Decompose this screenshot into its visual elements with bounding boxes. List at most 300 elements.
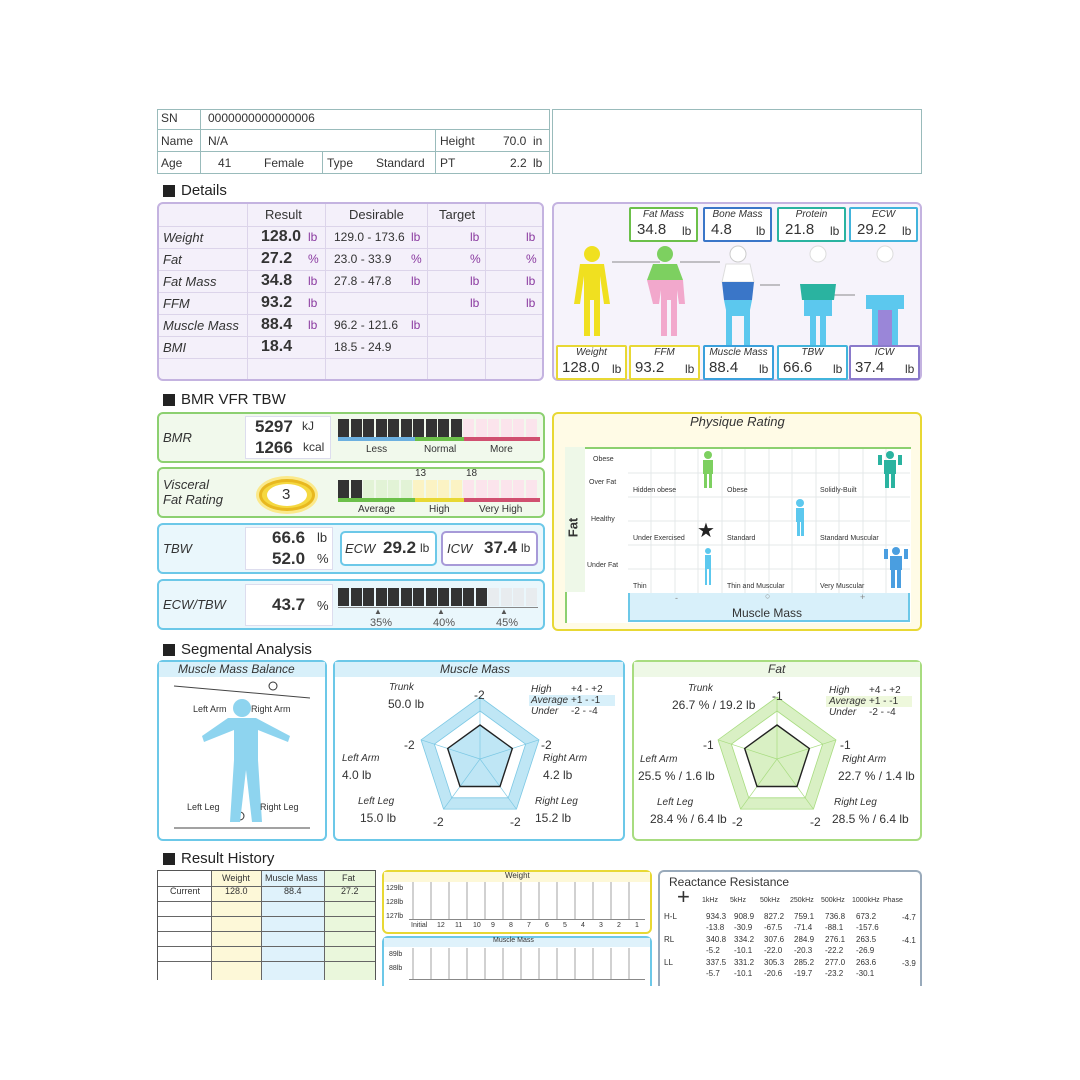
weight-x-label: 3 (599, 922, 603, 929)
weight-x-label: 9 (491, 922, 495, 929)
bar-segment (488, 588, 499, 606)
fat-legend-high: High (829, 685, 850, 696)
history-current-weight: 128.0 (225, 886, 248, 896)
bar-segment (501, 480, 512, 498)
body-comp-unit: lb (759, 362, 769, 376)
muscle-trunk-value: 50.0 lb (388, 697, 425, 711)
muscle-legend-under-range: -2 - -4 (571, 706, 598, 717)
bar-segment (426, 588, 437, 606)
body-comp-label: FFM (654, 347, 675, 358)
reactance-r: 263.5 (856, 935, 877, 944)
reactance-x: -20.3 (794, 946, 813, 955)
body-comp-label: ECW (871, 209, 896, 220)
figure-tbw-icon (800, 246, 836, 345)
bar-segment (438, 480, 449, 498)
details-row-target-unit: lb (470, 274, 480, 288)
reactance-x: -30.1 (856, 969, 875, 978)
body-comp-label: Muscle Mass (709, 347, 768, 358)
bar-segment (376, 480, 387, 498)
vfr-scale-very-high: Very High (479, 504, 523, 515)
bmr-scale-normal: Normal (424, 444, 457, 455)
reactance-r: 759.1 (794, 912, 815, 921)
details-grid (159, 204, 542, 379)
history-header-weight: Weight (222, 873, 250, 883)
figure-ffm-icon (647, 246, 685, 336)
bar-segment (476, 588, 487, 606)
reactance-x: -71.4 (794, 923, 813, 932)
tbw-lb-value: 66.6 (272, 528, 306, 547)
bar-segment (451, 480, 462, 498)
bar-segment (451, 588, 462, 606)
muscle-left-arm-label: Left Arm (342, 753, 380, 764)
history-current-fat: 27.2 (341, 886, 359, 896)
bmr-kcal-unit: kcal (303, 440, 325, 454)
type-label: Type (327, 156, 354, 170)
body-comp-value: 4.8 (711, 221, 732, 238)
details-header: Desirable (349, 207, 404, 222)
segmental-heading: Segmental Analysis (163, 641, 312, 658)
muscle-left-arm-value: 4.0 lb (342, 768, 372, 782)
body-comp-label: Weight (576, 347, 607, 358)
fat-legend-average-range: +1 - -1 (869, 696, 899, 707)
history-current-label: Current (170, 886, 201, 896)
body-comp-label: Protein (795, 209, 828, 220)
fat-trunk-value: 26.7 % / 19.2 lb (672, 698, 756, 712)
body-comp-value: 37.4 (855, 359, 885, 376)
details-row-result: 34.8 (261, 272, 293, 289)
bar-segment (413, 419, 424, 437)
bar-segment (476, 480, 487, 498)
icw-box-label: ICW (447, 541, 473, 556)
muscle-legend-under: Under (531, 706, 559, 717)
details-row-label: Muscle Mass (163, 318, 239, 333)
ecw-box-value: 29.2 (383, 538, 417, 557)
balance-right-arm: Right Arm (251, 704, 291, 714)
bar-segment (463, 588, 474, 606)
bar-segment (376, 588, 387, 606)
reactance-row-label: H-L (664, 912, 677, 921)
fat-right-leg-value: 28.5 % / 6.4 lb (832, 812, 909, 826)
fat-left-arm-label: Left Arm (640, 754, 678, 765)
fat-score-left-arm: -1 (703, 738, 714, 752)
details-row-target-unit: lb (470, 296, 480, 310)
body-comp-unit: lb (756, 224, 766, 238)
weight-y-128: 128lb (386, 899, 404, 906)
muscle-right-leg-label: Right Leg (535, 796, 578, 807)
vfr-scale-high: High (429, 504, 450, 515)
reactance-phase: -4.7 (902, 913, 916, 922)
sn-value: 0000000000000006 (208, 111, 315, 125)
body-comp-label: Bone Mass (712, 209, 763, 220)
muscle-legend-average-range: +1 - -1 (571, 695, 601, 706)
tbw-label: TBW (163, 541, 192, 556)
bar-segment (526, 588, 537, 606)
reactance-r: 277.0 (825, 958, 846, 967)
reactance-x: -88.1 (825, 923, 844, 932)
history-row-line (158, 931, 375, 932)
cell-obese: Obese (727, 487, 748, 494)
history-row-line (158, 946, 375, 947)
details-row-result: 93.2 (261, 294, 293, 311)
reactance-header: 500kHz (821, 897, 845, 904)
bmr-kj-unit: kJ (302, 419, 314, 433)
weight-x-label: 1 (635, 922, 639, 929)
reactance-r: 908.9 (734, 912, 755, 921)
history-header-muscle: Muscle Mass (265, 873, 318, 883)
height-label: Height (440, 134, 475, 148)
bar-segment (501, 588, 512, 606)
muscle-legend-high-range: +4 - +2 (571, 684, 603, 695)
body-comp-unit: lb (902, 224, 912, 238)
bar-segment (388, 419, 399, 437)
bar-segment (526, 419, 537, 437)
physique-grid (628, 449, 910, 593)
bar-segment (501, 419, 512, 437)
reactance-phase: -3.9 (902, 959, 916, 968)
ecw-tbw-bar (338, 588, 538, 606)
balance-right-leg: Right Leg (260, 802, 299, 812)
reactance-plus-icon: + (677, 884, 690, 909)
tbw-pct-unit: % (317, 551, 329, 566)
reactance-r: 337.5 (706, 958, 727, 967)
reactance-header: 50kHz (760, 897, 780, 904)
reactance-header: 250kHz (790, 897, 814, 904)
fat-score-trunk: -1 (772, 689, 783, 703)
figure-solidly-built-icon (878, 451, 902, 488)
fat-legend-average: Average (829, 696, 867, 707)
body-comp-unit: lb (682, 224, 692, 238)
muscle-score-trunk: -2 (474, 688, 485, 702)
details-row-label: Fat (163, 252, 182, 267)
figure-thin-muscular-icon (705, 548, 711, 585)
physique-x-minus: - (675, 593, 678, 603)
fat-right-leg-label: Right Leg (834, 797, 877, 808)
ecw-tbw-tick-35: 35% (370, 617, 393, 629)
ecw-tbw-tick-45: 45% (496, 617, 519, 629)
muscle-radar-chart (410, 693, 550, 821)
bar-segment (426, 419, 437, 437)
bmr-label: BMR (163, 430, 192, 445)
body-comp-label: ICW (874, 347, 895, 358)
muscle-trunk-label: Trunk (389, 682, 414, 693)
bar-segment (351, 588, 362, 606)
fat-score-right-arm: -1 (840, 738, 851, 752)
reactance-phase: -4.1 (902, 936, 916, 945)
reactance-header: 5kHz (730, 897, 746, 904)
reactance-x: -22.2 (825, 946, 844, 955)
muscle-legend-average: Average (531, 695, 569, 706)
physique-title: Physique Rating (690, 414, 785, 429)
reactance-x: -10.1 (734, 969, 753, 978)
body-comp-label: TBW (801, 347, 824, 358)
bar-segment (388, 588, 399, 606)
bar-segment (338, 480, 349, 498)
details-row-desirable-unit: lb (411, 318, 421, 332)
details-row-desirable-unit: lb (411, 274, 421, 288)
reactance-r: 827.2 (764, 912, 785, 921)
reactance-x: -157.6 (856, 923, 879, 932)
physique-row-underfat: Under Fat (587, 562, 619, 569)
bar-segment (438, 419, 449, 437)
pt-unit: lb (533, 156, 543, 170)
details-heading: Details (163, 182, 227, 199)
balance-figure (160, 678, 324, 838)
vfr-tick-18: 18 (466, 468, 478, 479)
muscle-score-left-leg: -2 (433, 815, 444, 829)
reactance-header: Phase (883, 897, 903, 904)
fat-legend-under-range: -2 - -4 (869, 707, 896, 718)
bmr-scale-less: Less (366, 444, 388, 455)
details-row-result: 18.4 (261, 338, 293, 355)
details-row-result: 27.2 (261, 250, 293, 267)
weight-y-127: 127lb (386, 913, 404, 920)
bar-segment (513, 419, 524, 437)
muscle-right-arm-label: Right Arm (543, 753, 588, 764)
details-row-result: 128.0 (261, 228, 302, 245)
history-row-line (158, 961, 375, 962)
fat-left-leg-label: Left Leg (657, 797, 694, 808)
ecw-tbw-unit: % (317, 598, 329, 613)
details-row-desirable-unit: lb (411, 230, 421, 244)
details-row-unit: lb (308, 230, 318, 244)
bar-segment (426, 480, 437, 498)
bar-segment (513, 480, 524, 498)
physique-x-neutral: ○ (765, 591, 771, 601)
body-comp-unit: lb (612, 362, 622, 376)
vfr-tick-13: 13 (415, 468, 427, 479)
age-label: Age (161, 156, 183, 170)
reactance-x: -26.9 (856, 946, 875, 955)
details-row-desirable: 18.5 - 24.9 (334, 340, 392, 354)
bar-segment (351, 419, 362, 437)
reactance-x: -19.7 (794, 969, 813, 978)
figure-weight-icon (574, 246, 610, 336)
cell-solidly-built: Solidly-Built (820, 487, 857, 494)
weight-x-label: 5 (563, 922, 567, 929)
history-col-line (261, 871, 262, 980)
body-comp-unit: lb (685, 362, 695, 376)
body-comp-unit: lb (830, 224, 840, 238)
details-row-unit: lb (308, 318, 318, 332)
bar-segment (413, 588, 424, 606)
muscle-y-88: 88lb (389, 965, 403, 972)
physique-row-overfat: Over Fat (589, 479, 617, 486)
tbw-lb-unit: lb (317, 530, 328, 545)
bar-segment (513, 588, 524, 606)
history-row-line (158, 916, 375, 917)
details-row-desirable: 23.0 - 33.9 (334, 252, 392, 266)
reactance-r: 284.9 (794, 935, 815, 944)
cell-hidden-obese: Hidden obese (633, 487, 677, 494)
muscle-chart-title: Muscle Mass (493, 937, 534, 944)
body-comp-value: 88.4 (709, 359, 739, 376)
weight-y-129: 129lb (386, 885, 404, 892)
figure-standard-muscular-icon (796, 499, 804, 536)
bar-segment (338, 419, 349, 437)
physique-row-obese: Obese (593, 456, 614, 463)
icw-box-value: 37.4 (484, 538, 518, 557)
physique-row-healthy: Healthy (591, 516, 615, 523)
name-label: Name (161, 134, 194, 148)
fat-radar-chart (707, 693, 847, 821)
cell-standard: Standard (727, 535, 756, 542)
details-row-target2-unit: lb (526, 274, 536, 288)
muscle-radar-title: Muscle Mass (440, 662, 511, 676)
fat-score-right-leg: -2 (810, 815, 821, 829)
reactance-x: -22.0 (764, 946, 783, 955)
balance-left-arm: Left Arm (193, 704, 227, 714)
reactance-x: -5.7 (706, 969, 720, 978)
details-row-desirable: 27.8 - 47.8 (334, 274, 392, 288)
reactance-x: -30.9 (734, 923, 753, 932)
ecw-tbw-tick-40: 40% (433, 617, 456, 629)
bar-segment (401, 480, 412, 498)
bmr-kj-value: 5297 (255, 417, 293, 436)
history-col-line (211, 871, 212, 980)
history-row-line (158, 901, 375, 902)
fat-legend-under: Under (829, 707, 857, 718)
bar-segment (413, 480, 424, 498)
reactance-r: 276.1 (825, 935, 846, 944)
cell-standard-muscular: Standard Muscular (820, 535, 879, 542)
reactance-r: 334.2 (734, 935, 755, 944)
details-row-desirable-unit: % (411, 252, 422, 266)
reactance-header: 1000kHz (852, 897, 880, 904)
ecw-tbw-label: ECW/TBW (163, 597, 226, 612)
physique-x-axis: Muscle Mass (732, 606, 803, 620)
fat-left-leg-value: 28.4 % / 6.4 lb (650, 812, 727, 826)
reactance-r: 340.8 (706, 935, 727, 944)
bmr-scale-more: More (490, 444, 513, 455)
body-comp-label: Fat Mass (642, 209, 685, 220)
sn-label: SN (161, 111, 178, 125)
details-row-unit: % (308, 252, 319, 266)
reactance-r: 263.6 (856, 958, 877, 967)
physique-y-axis: Fat (565, 517, 581, 538)
bar-segment (476, 419, 487, 437)
vfr-label-2: Fat Rating (163, 492, 223, 507)
height-value: 70.0 (503, 134, 527, 148)
reactance-header: 1kHz (702, 897, 718, 904)
bmr-bar (338, 419, 538, 437)
vfr-value: 3 (282, 486, 291, 503)
details-row-label: Fat Mass (163, 274, 217, 289)
bar-segment (451, 419, 462, 437)
vfr-bar (338, 480, 538, 498)
details-header: Result (265, 207, 302, 222)
cell-thin: Thin (633, 583, 647, 590)
bar-segment (463, 419, 474, 437)
details-row-result: 88.4 (261, 316, 293, 333)
weight-x-label: 8 (509, 922, 513, 929)
details-row-unit: lb (308, 296, 318, 310)
weight-x-label: 12 (437, 922, 445, 929)
weight-x-label: 6 (545, 922, 549, 929)
details-row-target2-unit: lb (526, 230, 536, 244)
reactance-r: 331.2 (734, 958, 755, 967)
balance-left-leg: Left Leg (187, 802, 220, 812)
reactance-x: -20.6 (764, 969, 783, 978)
bar-segment (401, 419, 412, 437)
bar-segment (338, 588, 349, 606)
reactance-r: 736.8 (825, 912, 846, 921)
balance-title: Muscle Mass Balance (178, 662, 295, 676)
fat-trunk-label: Trunk (688, 683, 713, 694)
bar-segment (488, 480, 499, 498)
reactance-r: 673.2 (856, 912, 877, 921)
reactance-x: -23.2 (825, 969, 844, 978)
fat-right-arm-label: Right Arm (842, 754, 887, 765)
bar-segment (363, 588, 374, 606)
vfr-scale-average: Average (358, 504, 396, 515)
figure-muscle-icon (722, 246, 754, 345)
details-row-unit: lb (308, 274, 318, 288)
reactance-r: 305.3 (764, 958, 785, 967)
vfr-label-1: Visceral (163, 477, 210, 492)
figure-icw-icon (866, 246, 904, 345)
bar-segment (401, 588, 412, 606)
pt-value: 2.2 (510, 156, 527, 170)
physique-x-plus: + (860, 592, 866, 602)
muscle-right-leg-value: 15.2 lb (535, 811, 572, 825)
details-row-target2-unit: % (526, 252, 537, 266)
body-comp-value: 66.6 (783, 359, 813, 376)
figure-very-muscular-icon (884, 547, 908, 588)
weight-x-label: 7 (527, 922, 531, 929)
details-row-target-unit: % (470, 252, 481, 266)
muscle-right-arm-value: 4.2 lb (543, 768, 573, 782)
weight-x-label: 4 (581, 922, 585, 929)
body-comp-value: 21.8 (785, 221, 815, 238)
fat-left-arm-value: 25.5 % / 1.6 lb (638, 769, 715, 783)
reactance-r: 934.3 (706, 912, 727, 921)
ecw-tbw-value: 43.7 (272, 595, 306, 614)
details-row-label: FFM (163, 296, 190, 311)
muscle-score-right-arm: -2 (541, 738, 552, 752)
cell-very-muscular: Very Muscular (820, 583, 865, 590)
pt-label: PT (440, 156, 456, 170)
body-comp-value: 128.0 (562, 359, 600, 376)
muscle-score-right-leg: -2 (510, 815, 521, 829)
details-header: Target (439, 207, 476, 222)
weight-x-label: 11 (455, 922, 463, 929)
details-row-label: Weight (163, 230, 204, 245)
body-figures (560, 240, 920, 345)
reactance-row-label: LL (664, 958, 673, 967)
tbw-pct-value: 52.0 (272, 549, 306, 568)
fat-legend-high-range: +4 - +2 (869, 685, 901, 696)
cell-under-exercised: Under Exercised (633, 535, 685, 542)
type-value: Standard (376, 156, 425, 170)
height-unit: in (533, 134, 543, 148)
cell-thin-muscular: Thin and Muscular (727, 583, 785, 590)
muscle-left-leg-value: 15.0 lb (360, 811, 397, 825)
muscle-chart-grid (409, 948, 645, 980)
body-comp-value: 29.2 (857, 221, 887, 238)
muscle-y-89: 89lb (389, 951, 403, 958)
age-value: 41 (218, 156, 232, 170)
fat-radar-title: Fat (768, 662, 786, 676)
reactance-title: Reactance Resistance (669, 875, 790, 889)
weight-x-label: 10 (473, 922, 481, 929)
history-col-line (324, 871, 325, 980)
reactance-x: -67.5 (764, 923, 783, 932)
bar-segment (363, 419, 374, 437)
bar-segment (376, 419, 387, 437)
muscle-score-left-arm: -2 (404, 738, 415, 752)
muscle-left-leg-label: Left Leg (358, 796, 395, 807)
bar-segment (363, 480, 374, 498)
